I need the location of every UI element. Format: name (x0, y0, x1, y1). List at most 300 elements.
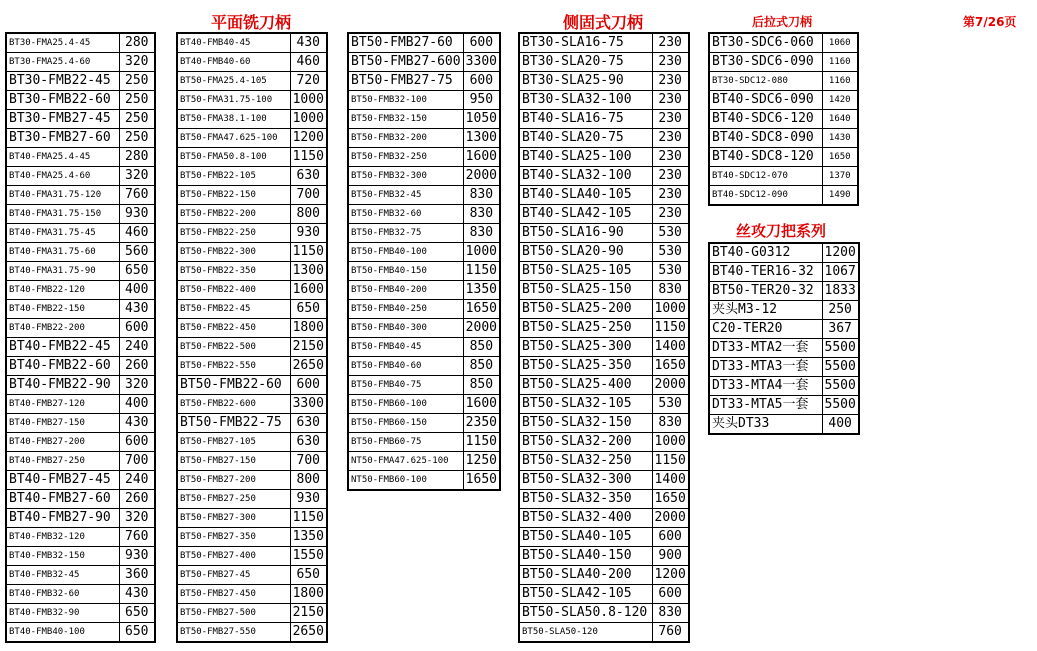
product-price: 1650 (463, 300, 500, 319)
product-price: 650 (119, 623, 155, 643)
product-code: BT40-SDC12-070 (709, 167, 822, 186)
product-price: 1000 (463, 243, 500, 262)
table-row (6, 357, 155, 376)
product-price: 320 (119, 509, 155, 528)
price-table-body (177, 33, 327, 642)
product-price: 1150 (652, 319, 689, 338)
product-code: BT40-SDC8-090 (709, 129, 822, 148)
product-price: 760 (119, 528, 155, 547)
product-price: 1160 (822, 53, 858, 72)
product-price: 1200 (290, 129, 327, 148)
product-price: 850 (463, 338, 500, 357)
product-code: BT40-FMA25.4-60 (6, 167, 119, 186)
product-code: BT40-FMB32-60 (6, 585, 119, 604)
product-code: BT30-FMB22-45 (6, 72, 119, 91)
product-code: BT40-FMB27-150 (6, 414, 119, 433)
product-price: 800 (290, 471, 327, 490)
product-price: 2350 (463, 414, 500, 433)
table-row (709, 263, 859, 282)
product-price: 530 (652, 262, 689, 281)
product-price: 430 (119, 300, 155, 319)
table-row (6, 205, 155, 224)
table-row (709, 72, 858, 91)
product-price: 400 (119, 395, 155, 414)
product-code: BT50-FMB27-200 (177, 471, 290, 490)
product-code: BT50-SLA25-250 (519, 319, 652, 338)
product-price: 2000 (652, 376, 689, 395)
price-table-body (519, 33, 689, 642)
table-row (519, 395, 689, 414)
product-code: BT50-SLA50.8-120 (519, 604, 652, 623)
product-code: DT33-MTA4一套 (709, 377, 822, 396)
product-price: 1430 (822, 129, 858, 148)
table-row (177, 243, 327, 262)
side-lock-holder-title: 侧固式刀柄 (563, 13, 644, 32)
table-row (348, 262, 500, 281)
product-code: BT40-FMB22-45 (6, 338, 119, 357)
product-code: BT40-SDC6-090 (709, 91, 822, 110)
table-row (177, 319, 327, 338)
table-row (348, 281, 500, 300)
product-code: NT50-FMA47.625-100 (348, 452, 463, 471)
table-row (348, 471, 500, 491)
product-code: BT50-FMB32-60 (348, 205, 463, 224)
product-code: BT50-FMB22-75 (177, 414, 290, 433)
product-price: 230 (652, 167, 689, 186)
product-code: BT50-SLA25-350 (519, 357, 652, 376)
product-code: BT50-FMB60-100 (348, 395, 463, 414)
product-price: 900 (652, 547, 689, 566)
product-code: BT40-SLA25-100 (519, 148, 652, 167)
product-price: 230 (652, 53, 689, 72)
product-price: 1650 (652, 490, 689, 509)
product-code: BT40-FMB32-90 (6, 604, 119, 623)
product-code: BT50-FMB27-400 (177, 547, 290, 566)
product-price: 630 (290, 414, 327, 433)
product-code: BT50-FMB22-450 (177, 319, 290, 338)
table-row (6, 300, 155, 319)
product-code: BT40-FMA31.75-60 (6, 243, 119, 262)
product-price: 1420 (822, 91, 858, 110)
product-code: BT40-FMA31.75-90 (6, 262, 119, 281)
price-table-body (709, 33, 858, 205)
table-row (348, 167, 500, 186)
product-price: 600 (290, 376, 327, 395)
table-row (709, 301, 859, 320)
table-row (6, 167, 155, 186)
product-code: BT50-FMB40-60 (348, 357, 463, 376)
product-code: BT50-SLA32-300 (519, 471, 652, 490)
product-code: BT50-FMB27-45 (177, 566, 290, 585)
table-row (348, 33, 500, 53)
product-code: BT30-SLA16-75 (519, 33, 652, 53)
product-code: BT50-FMB40-100 (348, 243, 463, 262)
product-price: 600 (119, 319, 155, 338)
product-code: BT50-FMB60-150 (348, 414, 463, 433)
product-price: 400 (119, 281, 155, 300)
product-price: 700 (119, 452, 155, 471)
product-code: DT33-MTA5一套 (709, 396, 822, 415)
table-row (6, 33, 155, 53)
product-price: 1150 (290, 243, 327, 262)
product-code: BT50-SLA32-150 (519, 414, 652, 433)
product-price: 830 (652, 604, 689, 623)
product-price: 1600 (463, 395, 500, 414)
product-code: BT40-FMB40-45 (177, 33, 290, 53)
product-price: 5500 (822, 377, 859, 396)
product-code: BT50-FMB32-300 (348, 167, 463, 186)
table-row (709, 53, 858, 72)
product-price: 600 (652, 528, 689, 547)
product-price: 530 (652, 243, 689, 262)
table-row (6, 528, 155, 547)
product-price: 600 (463, 33, 500, 53)
product-code: BT40-FMB27-120 (6, 395, 119, 414)
product-code: BT40-SLA20-75 (519, 129, 652, 148)
table-row (177, 186, 327, 205)
product-price: 367 (822, 320, 859, 339)
product-price: 2000 (463, 319, 500, 338)
product-price: 830 (652, 414, 689, 433)
product-code: NT50-FMB60-100 (348, 471, 463, 491)
table-row (177, 547, 327, 566)
product-price: 1150 (463, 262, 500, 281)
table-row (519, 262, 689, 281)
table-row (709, 110, 858, 129)
product-code: BT50-SLA25-105 (519, 262, 652, 281)
table-row (709, 148, 858, 167)
table-row (348, 91, 500, 110)
product-code: BT40-SDC8-120 (709, 148, 822, 167)
product-price: 1640 (822, 110, 858, 129)
product-code: BT40-TER16-32 (709, 263, 822, 282)
product-price: 260 (119, 490, 155, 509)
product-price: 250 (822, 301, 859, 320)
product-price: 1200 (822, 243, 859, 263)
product-code: BT40-FMB27-60 (6, 490, 119, 509)
table-row (6, 129, 155, 148)
price-table-body (348, 33, 500, 490)
product-code: C20-TER20 (709, 320, 822, 339)
product-price: 1050 (463, 110, 500, 129)
table-row (348, 433, 500, 452)
product-code: BT50-FMB32-250 (348, 148, 463, 167)
product-price: 280 (119, 33, 155, 53)
product-price: 1300 (290, 262, 327, 281)
table-row (709, 339, 859, 358)
product-price: 240 (119, 471, 155, 490)
table-row (519, 547, 689, 566)
product-price: 1150 (652, 452, 689, 471)
table-row (6, 186, 155, 205)
table-row (519, 528, 689, 547)
price-table-body (6, 33, 155, 642)
price-table-col4 (518, 32, 690, 643)
product-code: BT40-FMB32-120 (6, 528, 119, 547)
product-price: 1833 (822, 282, 859, 301)
table-row (348, 72, 500, 91)
product-price: 1650 (463, 471, 500, 491)
product-price: 230 (652, 129, 689, 148)
product-code: BT40-FMB22-60 (6, 357, 119, 376)
product-code: BT50-TER20-32 (709, 282, 822, 301)
price-table-col6 (708, 242, 860, 435)
product-price: 850 (463, 357, 500, 376)
product-code: BT30-SDC6-060 (709, 33, 822, 53)
table-row (177, 414, 327, 433)
product-code: BT50-FMB22-45 (177, 300, 290, 319)
product-code: BT40-G0312 (709, 243, 822, 263)
product-price: 1150 (290, 148, 327, 167)
product-price: 1800 (290, 585, 327, 604)
table-row (348, 53, 500, 72)
product-code: BT40-SLA32-100 (519, 167, 652, 186)
table-row (348, 224, 500, 243)
table-row (519, 300, 689, 319)
product-price: 360 (119, 566, 155, 585)
product-price: 530 (652, 395, 689, 414)
product-code: BT50-SLA32-250 (519, 452, 652, 471)
product-price: 1350 (463, 281, 500, 300)
table-row (177, 281, 327, 300)
product-price: 650 (290, 300, 327, 319)
table-row (519, 72, 689, 91)
table-row (6, 338, 155, 357)
table-row (709, 282, 859, 301)
table-row (348, 357, 500, 376)
product-code: BT50-FMB22-300 (177, 243, 290, 262)
table-row (177, 357, 327, 376)
product-code: BT50-SLA42-105 (519, 585, 652, 604)
product-code: 夹头M3-12 (709, 301, 822, 320)
table-row (519, 224, 689, 243)
product-price: 460 (119, 224, 155, 243)
product-code: BT50-SLA40-105 (519, 528, 652, 547)
product-code: BT50-SLA25-300 (519, 338, 652, 357)
product-code: BT50-FMB27-150 (177, 452, 290, 471)
table-row (6, 148, 155, 167)
table-row (177, 471, 327, 490)
table-row (519, 604, 689, 623)
product-code: BT30-FMB27-60 (6, 129, 119, 148)
table-row (6, 395, 155, 414)
table-row (177, 604, 327, 623)
table-row (519, 110, 689, 129)
product-price: 5500 (822, 339, 859, 358)
product-price: 800 (290, 205, 327, 224)
product-price: 830 (652, 281, 689, 300)
product-code: BT50-FMB22-550 (177, 357, 290, 376)
table-row (519, 585, 689, 604)
product-price: 1400 (652, 338, 689, 357)
product-code: BT40-SLA16-75 (519, 110, 652, 129)
table-row (177, 490, 327, 509)
product-code: BT50-FMB60-75 (348, 433, 463, 452)
table-row (519, 338, 689, 357)
product-code: BT50-FMB32-200 (348, 129, 463, 148)
table-row (6, 433, 155, 452)
product-code: BT50-FMA25.4-105 (177, 72, 290, 91)
product-code: BT30-SLA20-75 (519, 53, 652, 72)
product-code: BT40-FMA25.4-45 (6, 148, 119, 167)
product-price: 230 (652, 110, 689, 129)
product-price: 1400 (652, 471, 689, 490)
product-price: 2150 (290, 338, 327, 357)
product-price: 230 (652, 33, 689, 53)
table-row (709, 377, 859, 396)
product-code: BT50-SLA50-120 (519, 623, 652, 643)
product-price: 240 (119, 338, 155, 357)
product-price: 1160 (822, 72, 858, 91)
face-mill-holder-title: 平面铣刀柄 (211, 13, 292, 32)
table-row (348, 376, 500, 395)
table-row (519, 623, 689, 643)
product-code: BT50-FMB27-60 (348, 33, 463, 53)
product-price: 700 (290, 452, 327, 471)
product-code: BT50-SLA16-90 (519, 224, 652, 243)
product-price: 600 (119, 433, 155, 452)
table-row (519, 471, 689, 490)
product-code: BT40-FMA31.75-120 (6, 186, 119, 205)
product-price: 850 (463, 376, 500, 395)
product-code: BT40-FMB40-100 (6, 623, 119, 643)
product-price: 460 (290, 53, 327, 72)
table-row (519, 357, 689, 376)
table-row (348, 186, 500, 205)
price-table-col1 (5, 32, 156, 643)
product-code: BT50-FMB22-250 (177, 224, 290, 243)
table-row (6, 224, 155, 243)
table-row (709, 33, 858, 53)
product-code: BT40-FMB27-250 (6, 452, 119, 471)
product-price: 630 (290, 167, 327, 186)
product-price: 2650 (290, 357, 327, 376)
product-price: 1370 (822, 167, 858, 186)
table-row (177, 395, 327, 414)
product-code: BT50-FMA31.75-100 (177, 91, 290, 110)
product-code: BT40-SLA40-105 (519, 186, 652, 205)
table-row (348, 452, 500, 471)
table-row (177, 129, 327, 148)
product-code: BT50-SLA20-90 (519, 243, 652, 262)
product-code: BT40-FMB22-200 (6, 319, 119, 338)
table-row (709, 358, 859, 377)
table-row (6, 281, 155, 300)
product-code: BT40-SDC12-090 (709, 186, 822, 206)
product-code: BT50-FMB27-75 (348, 72, 463, 91)
product-code: BT50-FMB22-105 (177, 167, 290, 186)
product-price: 250 (119, 129, 155, 148)
table-row (6, 452, 155, 471)
table-row (177, 433, 327, 452)
product-code: BT50-FMB22-200 (177, 205, 290, 224)
product-price: 2000 (463, 167, 500, 186)
product-price: 930 (119, 205, 155, 224)
product-price: 1650 (652, 357, 689, 376)
table-row (519, 509, 689, 528)
product-code: BT50-FMB27-500 (177, 604, 290, 623)
product-code: BT40-FMB32-45 (6, 566, 119, 585)
product-price: 2000 (652, 509, 689, 528)
table-row (348, 338, 500, 357)
product-price: 1000 (652, 300, 689, 319)
product-price: 2650 (290, 623, 327, 643)
product-code: BT50-FMB27-300 (177, 509, 290, 528)
product-price: 320 (119, 167, 155, 186)
product-price: 1250 (463, 452, 500, 471)
table-row (519, 243, 689, 262)
product-code: BT50-FMA50.8-100 (177, 148, 290, 167)
product-price: 1150 (463, 433, 500, 452)
table-row (709, 415, 859, 435)
table-row (6, 110, 155, 129)
product-code: BT50-SLA25-200 (519, 300, 652, 319)
product-price: 1800 (290, 319, 327, 338)
table-row (177, 53, 327, 72)
product-price: 280 (119, 148, 155, 167)
table-row (177, 205, 327, 224)
product-code: BT40-FMA31.75-150 (6, 205, 119, 224)
product-code: BT50-FMA47.625-100 (177, 129, 290, 148)
product-code: BT50-FMB32-75 (348, 224, 463, 243)
product-code: BT50-FMB27-450 (177, 585, 290, 604)
table-row (177, 300, 327, 319)
product-price: 230 (652, 205, 689, 224)
product-price: 1600 (463, 148, 500, 167)
product-price: 230 (652, 91, 689, 110)
product-code: BT50-FMB22-500 (177, 338, 290, 357)
product-price: 560 (119, 243, 155, 262)
product-price: 1000 (290, 91, 327, 110)
product-code: BT50-FMB32-150 (348, 110, 463, 129)
table-row (348, 395, 500, 414)
table-row (177, 148, 327, 167)
table-row (519, 281, 689, 300)
table-row (519, 319, 689, 338)
product-price: 1350 (290, 528, 327, 547)
product-price: 930 (290, 490, 327, 509)
product-code: BT50-FMB22-60 (177, 376, 290, 395)
product-code: BT40-FMB27-45 (6, 471, 119, 490)
product-code: BT40-FMB27-90 (6, 509, 119, 528)
table-row (177, 452, 327, 471)
product-price: 1600 (290, 281, 327, 300)
table-row (709, 167, 858, 186)
product-price: 250 (119, 110, 155, 129)
product-price: 650 (290, 566, 327, 585)
table-row (348, 129, 500, 148)
product-code: BT40-FMB40-60 (177, 53, 290, 72)
product-price: 600 (652, 585, 689, 604)
page-number: 第7/26页 (963, 15, 1017, 29)
product-price: 650 (119, 262, 155, 281)
product-code: BT30-FMA25.4-45 (6, 33, 119, 53)
table-row (177, 509, 327, 528)
product-price: 3300 (290, 395, 327, 414)
table-row (177, 167, 327, 186)
product-code: BT50-FMB40-200 (348, 281, 463, 300)
product-code: 夹头DT33 (709, 415, 822, 435)
product-price: 320 (119, 376, 155, 395)
table-row (6, 623, 155, 643)
table-row (6, 376, 155, 395)
product-code: BT50-FMB27-600 (348, 53, 463, 72)
product-price: 250 (119, 91, 155, 110)
table-row (519, 490, 689, 509)
table-row (348, 205, 500, 224)
product-price: 260 (119, 357, 155, 376)
table-row (6, 319, 155, 338)
